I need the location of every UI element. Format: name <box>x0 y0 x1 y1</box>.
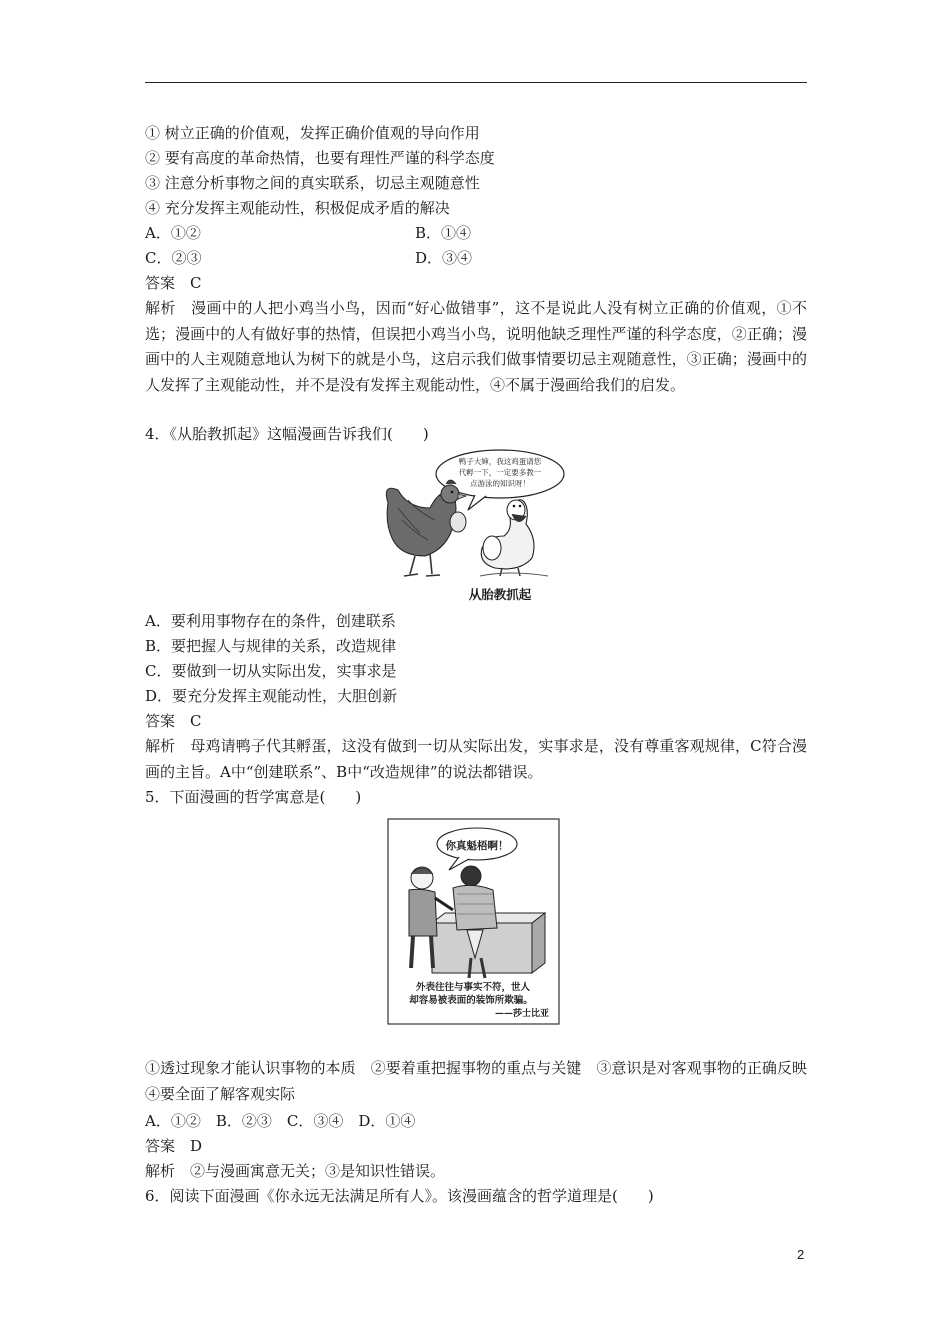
q3-analysis: 解析 漫画中的人把小鸡当小鸟，因而“好心做错事”，这不是说此人没有树立正确的价值观，①不选；漫画中的人有做好事的热情，但误把小鸡当小鸟，说明他缺乏理性严谨的科学态度，②正确；漫画中的人主观随意地认为树下的就是小鸟，这启示我们做事情要切忌主观随意性，③正确；漫画中的人发挥了主观能动性，并不是没有发挥主观能动性，④不属于漫画给我们的启发。 <box>145 299 807 394</box>
q4-stem: 4．《从胎教抓起》这幅漫画告诉我们( ) <box>145 425 429 443</box>
q3-choice-b: B．①④ <box>415 224 472 242</box>
q4-analysis: 解析 母鸡请鸭子代其孵蛋，这没有做到一切从实际出发，实事求是，没有尊重客观规律，C符合漫画的主旨。A中“创建联系”、B中“改造规律”的说法都错误。 <box>145 737 807 781</box>
bubble-line-2: 代孵一下，一定要多教一 <box>458 468 542 477</box>
q4-answer: 答案 C <box>145 712 202 730</box>
q6-stem: 6．阅读下面漫画《你永远无法满足所有人》。该漫画蕴含的哲学道理是( ) <box>145 1187 654 1205</box>
q3-option-1: ① 树立正确的价值观，发挥正确价值观的导向作用 <box>145 124 480 142</box>
bubble-text: 你真魁梧啊！ <box>445 840 509 852</box>
q5-stem: 5．下面漫画的哲学寓意是( ) <box>145 788 362 806</box>
q5-analysis: 解析 ②与漫画寓意无关；③是知识性错误。 <box>145 1162 446 1180</box>
q5-answer: 答案 D <box>145 1137 203 1155</box>
quote-author: ——莎士比亚 <box>494 1009 549 1019</box>
q3-choice-c: C．②③ <box>145 249 202 267</box>
page-number: 2 <box>797 1247 805 1262</box>
header-rule <box>145 82 807 83</box>
q3-choice-a: A．①② <box>145 224 201 242</box>
bubble-line-1: 鸭子大婶，我这鸡蛋请您 <box>458 457 542 466</box>
duck-figure <box>480 500 548 576</box>
q4-option-c: C．要做到一切从实际出发，实事求是 <box>145 662 397 680</box>
q4-option-a: A．要利用事物存在的条件，创建联系 <box>145 612 396 630</box>
q3-choice-d: D．③④ <box>415 249 473 267</box>
quote-line-2: 却容易被表面的装饰所欺骗。 <box>409 995 533 1006</box>
q5-choices: A．①② B．②③ C．③④ D．①④ <box>145 1112 416 1130</box>
bubble-line-3: 点游泳的知识呀！ <box>470 479 530 488</box>
hen-figure <box>386 480 466 576</box>
q4-option-d: D．要充分发挥主观能动性，大胆创新 <box>145 687 398 705</box>
hen-duck-cartoon <box>380 448 570 583</box>
quote-line-1: 外表往往与事实不符，世人 <box>415 982 531 993</box>
q3-option-4: ④ 充分发挥主观能动性，积极促成矛盾的解决 <box>145 199 450 217</box>
q3-option-2: ② 要有高度的革命热情，也要有理性严谨的科学态度 <box>145 149 495 167</box>
q3-answer: 答案 C <box>145 274 202 292</box>
q4-cartoon-caption: 从胎教抓起 <box>468 587 532 602</box>
q4-option-b: B．要把握人与规律的关系，改造规律 <box>145 637 397 655</box>
tall-illusion-cartoon <box>387 818 560 1025</box>
q3-option-3: ③ 注意分析事物之间的真实联系，切忌主观随意性 <box>145 174 480 192</box>
q5-options: ①透过现象才能认识事物的本质 ②要着重把握事物的重点与关键 ③意识是对客观事物的正确反映 ④要全面了解客观实际 <box>145 1059 823 1103</box>
